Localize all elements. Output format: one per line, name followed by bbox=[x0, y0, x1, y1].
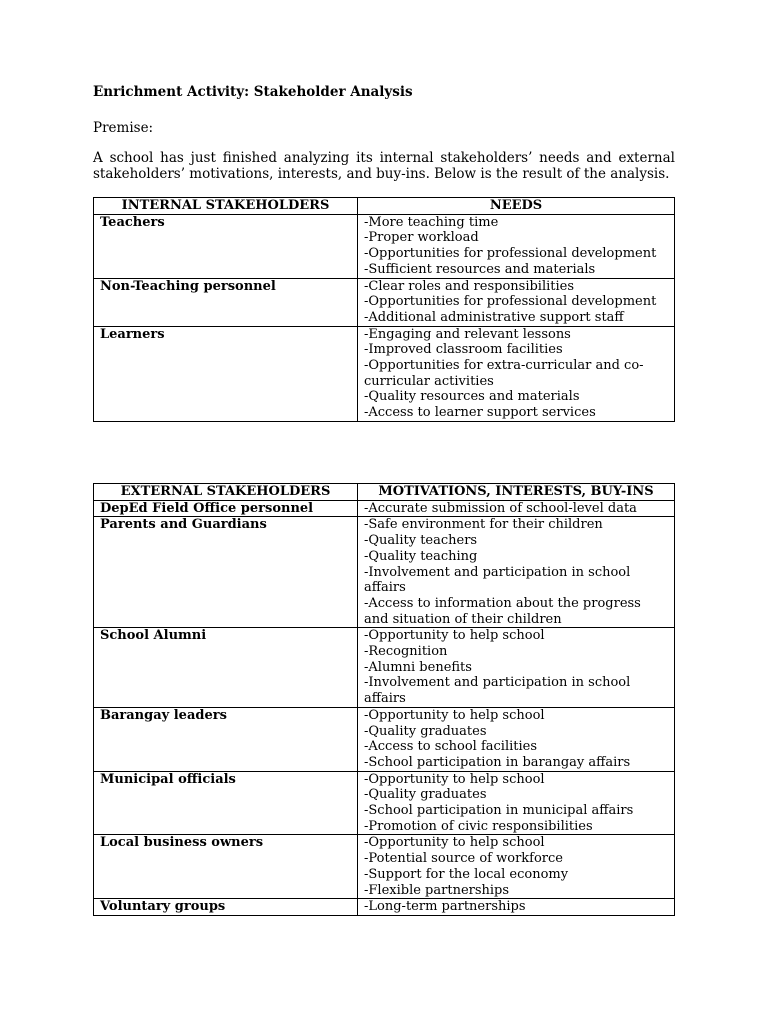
list-item: -Clear roles and responsibilities bbox=[364, 278, 575, 294]
list-item: -Involvement and participation in school affairs bbox=[364, 675, 631, 707]
table-header-row bbox=[94, 484, 675, 501]
column-header-needs: NEEDS bbox=[358, 198, 675, 215]
list-item: -Promotion of civic responsibilities bbox=[364, 818, 593, 834]
stakeholder-items-cell bbox=[358, 517, 675, 628]
list-item: -Quality graduates bbox=[364, 787, 487, 803]
list-item: -Opportunities for extra-curricular and co-curricular activities bbox=[364, 358, 644, 389]
list-item: -Accurate submission of school-level data bbox=[364, 500, 637, 516]
list-item: -Flexible partnerships bbox=[364, 882, 510, 898]
stakeholder-items-cell bbox=[358, 278, 675, 326]
table-row bbox=[94, 771, 675, 835]
internal-table-body bbox=[94, 214, 675, 421]
column-header-motivations: MOTIVATIONS, INTERESTS, BUY-INS bbox=[358, 484, 675, 501]
list-item: -Involvement and participation in school affairs bbox=[364, 564, 631, 596]
premise-label: Premise: bbox=[93, 120, 154, 136]
list-item: -Quality teaching bbox=[364, 548, 478, 564]
internal-stakeholders-table bbox=[93, 197, 675, 422]
stakeholder-name: Barangay leaders bbox=[94, 707, 358, 771]
list-item: -Alumni benefits bbox=[364, 659, 472, 675]
list-item: -Support for the local economy bbox=[364, 866, 569, 882]
list-item: -Quality resources and materials bbox=[364, 389, 580, 405]
stakeholder-name: Learners bbox=[94, 326, 358, 421]
column-header-stakeholders: INTERNAL STAKEHOLDERS bbox=[94, 198, 358, 215]
list-item: -Access to information about the progress and situation of their children bbox=[364, 595, 641, 627]
table-row bbox=[94, 899, 675, 916]
document-page bbox=[93, 84, 675, 915]
document-title: Enrichment Activity: Stakeholder Analysis bbox=[93, 84, 413, 100]
stakeholder-items-cell bbox=[358, 771, 675, 835]
list-item: -Opportunity to help school bbox=[364, 628, 545, 644]
list-item: -Access to school facilities bbox=[364, 739, 538, 755]
list-item: -More teaching time bbox=[364, 214, 499, 230]
list-item: -School participation in municipal affairs bbox=[364, 803, 634, 819]
list-item: -Sufficient resources and materials bbox=[364, 261, 596, 277]
list-item: -School participation in barangay affairs bbox=[364, 754, 631, 770]
table-row bbox=[94, 278, 675, 326]
stakeholder-name: Voluntary groups bbox=[94, 899, 358, 916]
list-item: -Access to learner support services bbox=[364, 405, 596, 421]
list-item: -Opportunity to help school bbox=[364, 835, 545, 851]
stakeholder-name: School Alumni bbox=[94, 628, 358, 708]
stakeholder-items-cell bbox=[358, 214, 675, 278]
list-item: -Opportunities for professional development bbox=[364, 246, 657, 262]
intro-paragraph: A school has just finished analyzing its internal stakeholders’ needs and external stakeholders’ motivations, interests, and buy-ins. Below is the result of the analysis. bbox=[93, 150, 675, 182]
list-item: -Opportunity to help school bbox=[364, 771, 545, 787]
stakeholder-items-cell bbox=[358, 707, 675, 771]
external-stakeholders-table bbox=[93, 483, 675, 916]
stakeholder-items-cell bbox=[358, 628, 675, 708]
stakeholder-name: DepEd Field Office personnel bbox=[94, 500, 358, 517]
table-row bbox=[94, 500, 675, 517]
list-item: -Engaging and relevant lessons bbox=[364, 326, 571, 342]
stakeholder-name: Parents and Guardians bbox=[94, 517, 358, 628]
table-header-row bbox=[94, 198, 675, 215]
list-item: -Improved classroom facilities bbox=[364, 342, 563, 358]
table-row bbox=[94, 326, 675, 421]
table-row bbox=[94, 628, 675, 708]
external-table-body bbox=[94, 500, 675, 915]
list-item: -Quality graduates bbox=[364, 723, 487, 739]
list-item: -Opportunities for professional development bbox=[364, 294, 657, 310]
list-item: -Potential source of workforce bbox=[364, 851, 563, 867]
list-item: -Quality teachers bbox=[364, 533, 478, 549]
list-item: -Additional administrative support staff bbox=[364, 309, 624, 325]
table-row bbox=[94, 707, 675, 771]
stakeholder-name: Municipal officials bbox=[94, 771, 358, 835]
list-item: -Opportunity to help school bbox=[364, 707, 545, 723]
table-row bbox=[94, 835, 675, 899]
stakeholder-name: Non-Teaching personnel bbox=[94, 278, 358, 326]
table-row bbox=[94, 517, 675, 628]
stakeholder-name: Teachers bbox=[94, 214, 358, 278]
stakeholder-items-cell bbox=[358, 835, 675, 899]
stakeholder-items-cell bbox=[358, 899, 675, 916]
list-item: -Proper workload bbox=[364, 230, 479, 246]
table-row bbox=[94, 214, 675, 278]
column-header-stakeholders: EXTERNAL STAKEHOLDERS bbox=[94, 484, 358, 501]
list-item: -Safe environment for their children bbox=[364, 517, 603, 533]
stakeholder-items-cell bbox=[358, 326, 675, 421]
stakeholder-items-cell bbox=[358, 500, 675, 517]
list-item: -Recognition bbox=[364, 644, 448, 660]
list-item: -Long-term partnerships bbox=[364, 899, 526, 915]
stakeholder-name: Local business owners bbox=[94, 835, 358, 899]
